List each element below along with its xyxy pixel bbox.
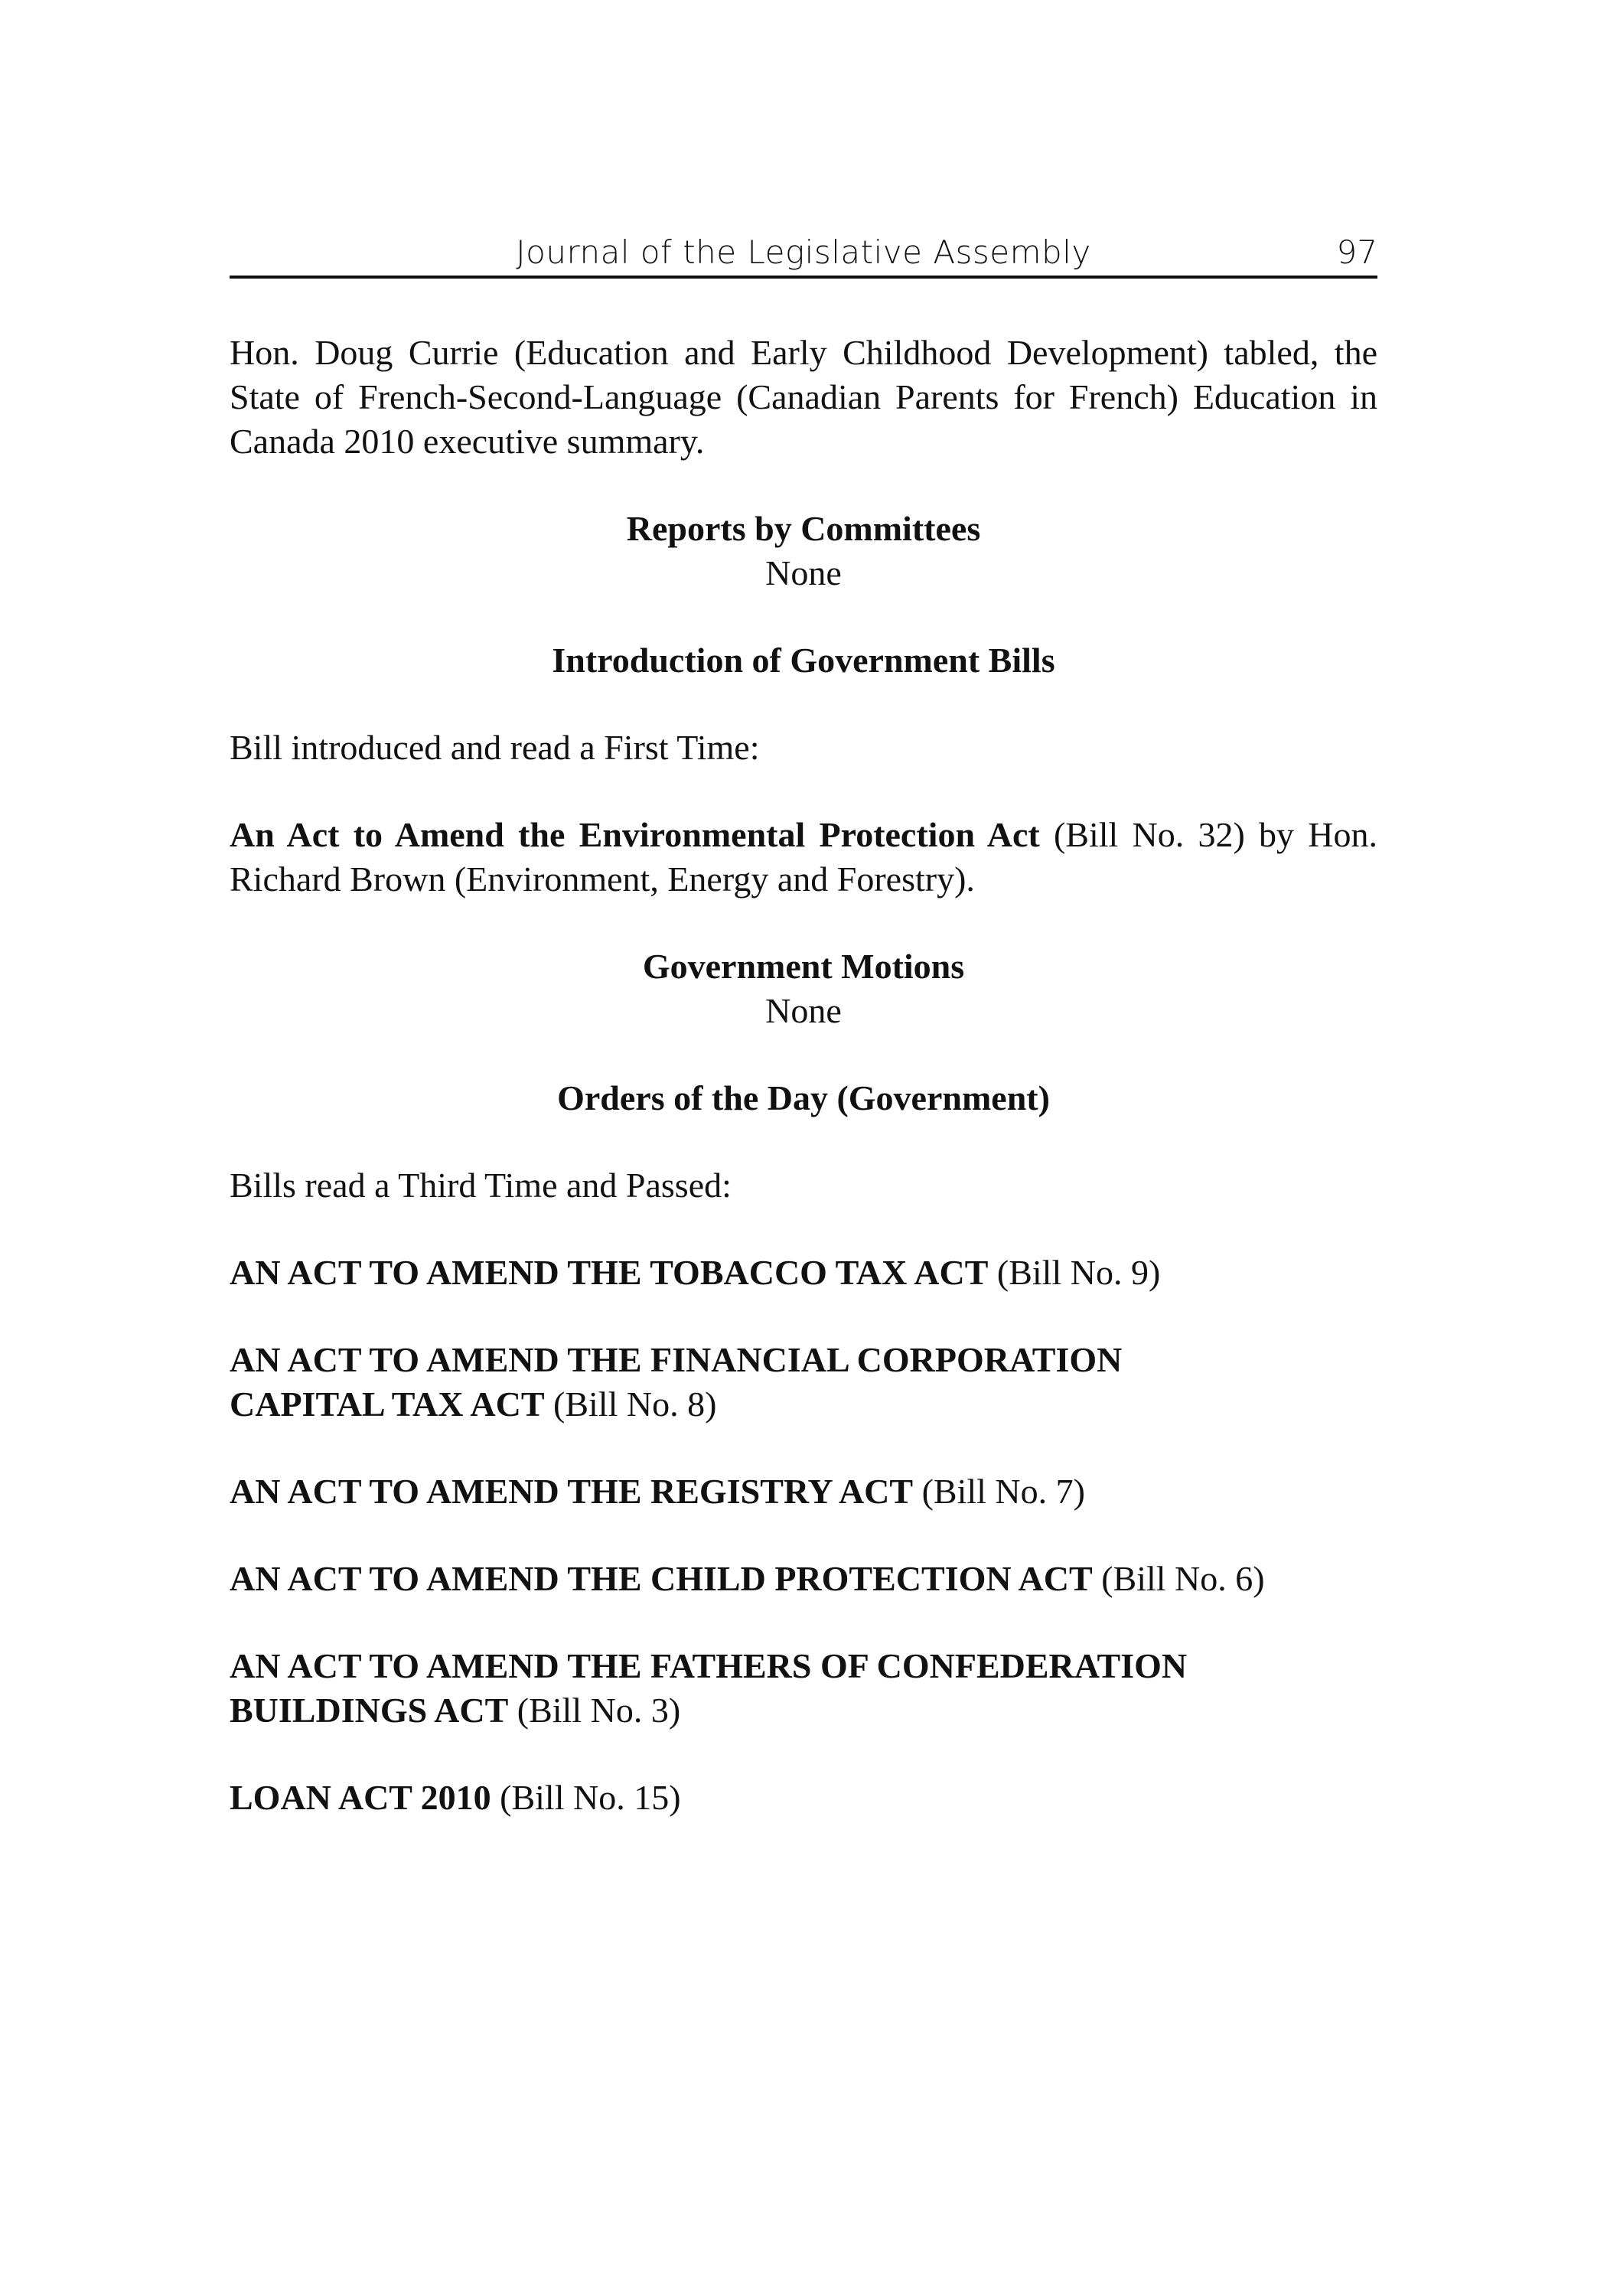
act-bill-number: (Bill No. 9)	[996, 1253, 1161, 1292]
act-entry	[230, 1776, 1377, 1820]
introduction-of-government-bills-section	[230, 638, 1377, 683]
journal-title: Journal of the Legislative Assembly	[516, 233, 1091, 271]
act-entry	[230, 1338, 1377, 1427]
running-header	[230, 230, 1377, 279]
act-bill-number: (Bill No. 7)	[921, 1472, 1085, 1511]
act-entry	[230, 1557, 1377, 1601]
section-heading: Introduction of Government Bills	[552, 641, 1055, 680]
act-title: AN ACT TO AMEND THE REGISTRY ACT	[230, 1472, 914, 1511]
first-reading-bill	[230, 813, 1377, 902]
act-entry	[230, 1469, 1377, 1514]
act-bill-number: (Bill No. 8)	[553, 1384, 717, 1424]
orders-of-the-day-section	[230, 1076, 1377, 1120]
reports-by-committees-section	[230, 507, 1377, 595]
section-status: None	[765, 991, 842, 1030]
section-heading: Government Motions	[642, 947, 965, 986]
journal-page	[230, 230, 1377, 1820]
act-title: AN ACT TO AMEND THE TOBACCO TAX ACT	[230, 1253, 989, 1292]
section-heading: Orders of the Day (Government)	[557, 1078, 1050, 1117]
act-bill-number: (Bill No. 15)	[500, 1778, 681, 1817]
page-number: 97	[1336, 233, 1377, 271]
act-bill-number: (Bill No. 6)	[1101, 1559, 1265, 1598]
first-reading-intro: Bill introduced and read a First Time:	[230, 728, 760, 767]
act-entry	[230, 1644, 1377, 1733]
section-status: None	[765, 553, 842, 592]
tabled-document-paragraph: Hon. Doug Currie (Education and Early Childhood Development) tabled, the State of French-Second-Language (Canadian Parents for French) Education in Canada 2010 executive summary.	[230, 333, 1377, 461]
act-bill-number: (Bill No. 3)	[517, 1691, 681, 1730]
bill-title: An Act to Amend the Environmental Protection Act	[230, 815, 1040, 854]
act-title-line: AN ACT TO AMEND THE FATHERS OF CONFEDERATION	[230, 1646, 1188, 1685]
act-title: LOAN ACT 2010	[230, 1778, 491, 1817]
act-entry	[230, 1251, 1377, 1295]
third-reading-intro: Bills read a Third Time and Passed:	[230, 1166, 732, 1205]
act-title: AN ACT TO AMEND THE CHILD PROTECTION ACT	[230, 1559, 1093, 1598]
government-motions-section	[230, 944, 1377, 1033]
act-title-line: CAPITAL TAX ACT	[230, 1384, 545, 1424]
journal-content	[230, 331, 1377, 1820]
act-title-line: BUILDINGS ACT	[230, 1691, 509, 1730]
act-title-line: AN ACT TO AMEND THE FINANCIAL CORPORATION	[230, 1340, 1123, 1379]
section-heading: Reports by Committees	[626, 509, 981, 548]
bill-details: (Bill No. 32) by Hon. Richard Brown (Environment, Energy and Forestry).	[230, 815, 1377, 899]
